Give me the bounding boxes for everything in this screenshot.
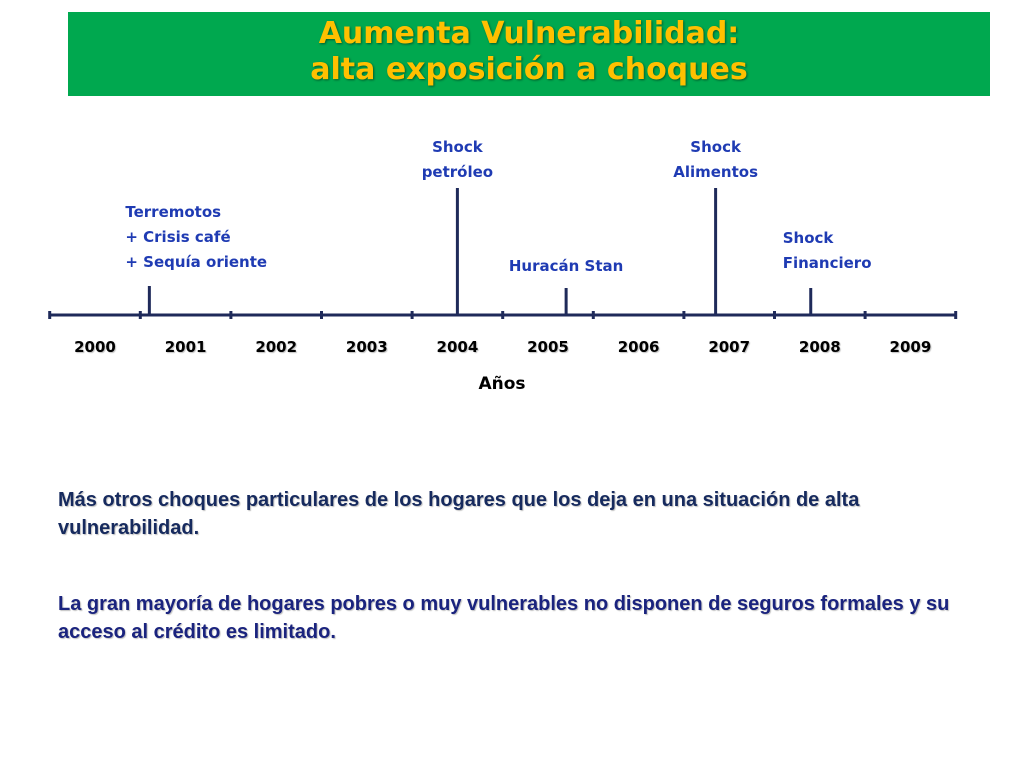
year-label-2002: 2002 xyxy=(255,338,298,356)
event-label-line: Terremotos xyxy=(125,203,222,221)
axis-title: Años xyxy=(478,374,526,394)
event-label-line: Shock xyxy=(690,138,741,156)
event-label-line: Alimentos xyxy=(673,163,758,181)
event-label xyxy=(783,226,872,276)
event-label xyxy=(509,254,623,279)
event-label-line: Huracán Stan xyxy=(508,257,624,275)
event-label xyxy=(673,135,758,185)
event-label-line: petróleo xyxy=(421,163,494,181)
year-label-2000: 2000 xyxy=(74,338,116,356)
event-label-line: + Crisis café xyxy=(125,228,231,246)
event-label xyxy=(125,200,267,275)
title-line-2: alta exposición a choques xyxy=(310,52,748,87)
paragraph-1: Más otros choques particulares de los hogares que los deja en una situación de alta vulnerabilidad. xyxy=(58,489,860,539)
title-line-1: Aumenta Vulnerabilidad: xyxy=(318,16,740,51)
paragraph-2: La gran mayoría de hogares pobres o muy vulnerables no disponen de seguros formales y su acceso al crédito es limitado. xyxy=(58,593,950,643)
event-label-line: Shock xyxy=(782,229,834,247)
year-label-2009: 2009 xyxy=(889,338,932,356)
year-label-2007: 2007 xyxy=(708,338,751,356)
year-label-2001: 2001 xyxy=(164,338,207,356)
year-label-2005: 2005 xyxy=(527,338,569,356)
year-label-2008: 2008 xyxy=(798,338,841,356)
event-label xyxy=(422,135,493,185)
event-label-line: Financiero xyxy=(782,254,872,272)
event-label-line: Shock xyxy=(432,138,483,156)
year-label-2006: 2006 xyxy=(617,338,660,356)
year-label-2003: 2003 xyxy=(345,338,388,356)
event-label-line: + Sequía oriente xyxy=(125,253,268,271)
year-label-2004: 2004 xyxy=(436,338,479,356)
